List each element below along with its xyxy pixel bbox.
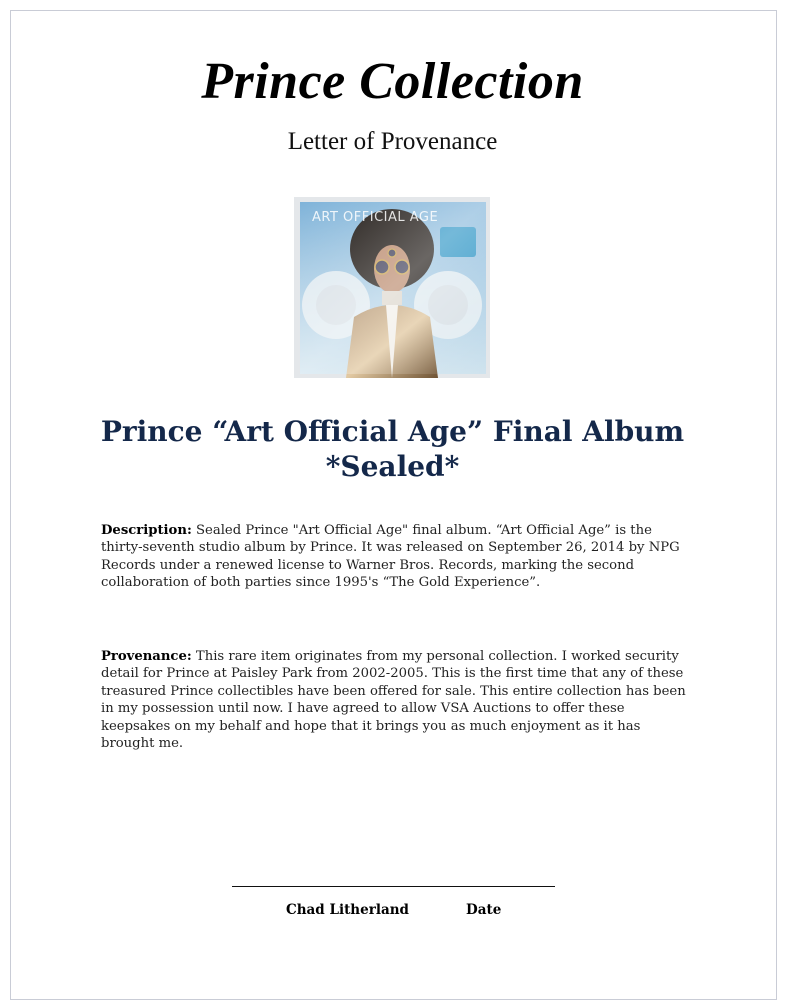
album-cover-photo (294, 197, 490, 378)
provenance-text: This rare item originates from my personal collection. I worked security detail for Prince at Paisley Park from 2002-2005. This is the first time that any of these treasured Prince collectibles have been offered for sale. This entire collection has been in my possession until now. I have agreed to allow VSA Auctions to offer these keepsakes on my behalf and hope that it brings you as much enjoyment as it has brought me. (101, 649, 686, 752)
letter-subtitle: Letter of Provenance (287, 128, 498, 155)
signer-name: Chad Litherland (286, 902, 409, 918)
letter-page (10, 10, 777, 1000)
description-text: Sealed Prince "Art Official Age" final album. “Art Official Age” is the thirty-seventh studio album by Prince. It was released on September 26, 2014 by NPG Records under a renewed license to Warner Bros. Records, marking the second collaboration of both parties since 1995's “The Gold Experience”. (101, 523, 680, 591)
provenance-label: Provenance: (101, 649, 192, 664)
signature-date-label: Date (466, 902, 502, 918)
description-label: Description: (101, 523, 192, 538)
description-paragraph (101, 522, 691, 592)
collection-title: Prince Collection (201, 53, 584, 110)
provenance-paragraph (101, 648, 691, 752)
signature-line (232, 886, 555, 887)
item-title: Prince “Art Official Age” Final Album *Sealed* (100, 415, 685, 483)
